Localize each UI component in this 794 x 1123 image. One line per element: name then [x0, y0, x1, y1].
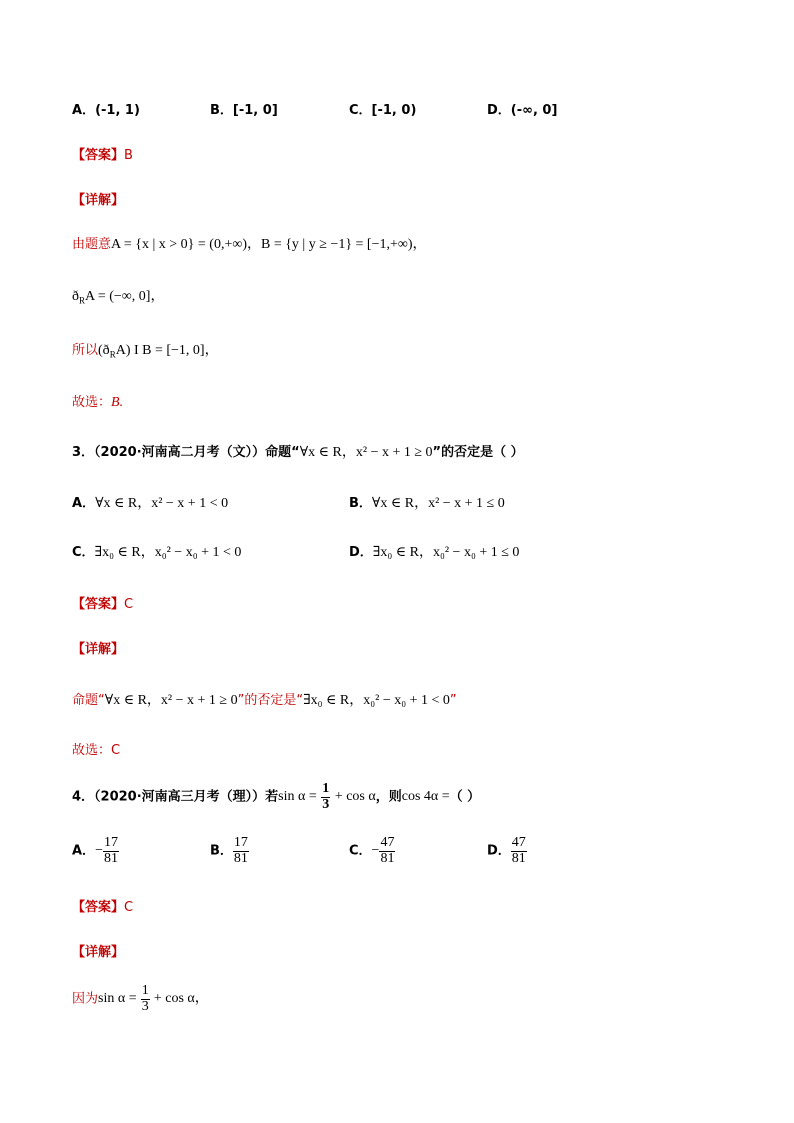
q4-stem-fraction: $\frac{1}{3}$	[322, 781, 330, 812]
question-3-stem: 3．（2020·河南高二月考（文））命题“∀x ∈ R，x² − x + 1 ≥ 0”的否定是（ ）	[72, 445, 524, 460]
q4-answer-line: 【答案】C	[72, 900, 134, 915]
q4-option-d: D． $\frac{47}{81}$	[487, 835, 526, 866]
option-c: C．[-1, 0)	[349, 103, 417, 118]
detail-line-1: 由题意A = {x | x > 0} = (0,+∞)，B = {y | y ≥ −1} = [−1,+∞)，	[72, 237, 427, 252]
detail-conclusion: 故选：B.	[72, 395, 124, 410]
q3-detail-tag: 【详解】	[72, 642, 125, 657]
question-4-stem: 4．（2020·河南高三月考（理））若sin α = $\frac{1}{3}$ + cos α，则cos 4α =（ ）	[72, 781, 481, 812]
q4-option-a: A．− $\frac{17}{81}$	[72, 835, 118, 866]
answer-line	[72, 149, 133, 162]
detail-line-2: $ð_RA$ = (−∞, 0]，	[72, 289, 165, 306]
q3-option-b: B．∀x ∈ R，x² − x + 1 ≤ 0	[349, 496, 505, 511]
q4-option-c: C．− $\frac{47}{81}$	[349, 835, 395, 866]
option-b: B．[-1, 0]	[210, 103, 278, 118]
option-d: D．(-∞, 0]	[487, 103, 558, 118]
detail-line-3: 所以$(ð_RA)$ Ι B = [−1, 0]，	[72, 343, 219, 360]
q3-option-c: C．∃x₀ ∈ R，x₀² − x₀ + 1 < 0	[72, 545, 242, 560]
q3-option-a: A．∀x ∈ R，x² − x + 1 < 0	[72, 496, 229, 511]
q3-detail-line: 命题“∀x ∈ R，x² − x + 1 ≥ 0”的否定是“∃x₀ ∈ R，x₀² − x₀ + 1 < 0”	[72, 693, 457, 708]
answer-tag: 【答案】	[72, 148, 125, 163]
q4-option-b: B． $\frac{17}{81}$	[210, 835, 248, 866]
option-a: A．(-1, 1)	[72, 103, 140, 118]
q3-option-d: D．∃x₀ ∈ R，x₀² − x₀ + 1 ≤ 0	[349, 545, 520, 560]
detail-tag: 【详解】	[72, 193, 125, 208]
q4-detail-line: 因为sin α = $\frac{1}{3}$ + cos α，	[72, 983, 209, 1014]
q3-answer-line: 【答案】C	[72, 597, 134, 612]
q3-conclusion: 故选：C	[72, 743, 121, 758]
answer-value: B	[124, 148, 133, 163]
q4-detail-tag: 【详解】	[72, 945, 125, 960]
